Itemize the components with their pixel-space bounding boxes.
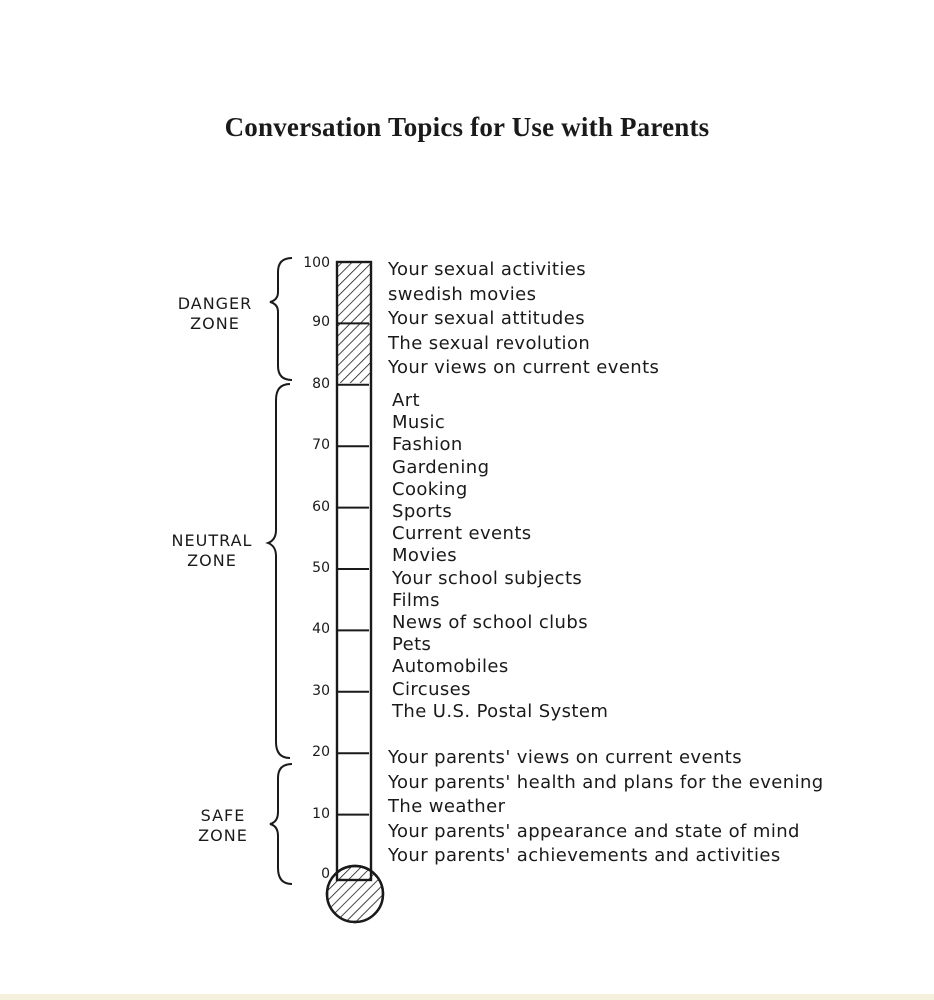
tick-label-40: 40 bbox=[312, 621, 330, 638]
neutral-topic-item: Current events bbox=[392, 523, 532, 545]
neutral-topic-item: Gardening bbox=[392, 456, 490, 478]
safe-zone-label-line1: SAFE bbox=[200, 806, 246, 825]
tick-label-10: 10 bbox=[312, 805, 330, 822]
danger-zone-brace bbox=[270, 258, 292, 380]
tick-label-30: 30 bbox=[312, 682, 330, 699]
neutral-topic-item: Automobiles bbox=[392, 656, 509, 678]
neutral-topic-item: Art bbox=[392, 390, 420, 411]
tick-label-50: 50 bbox=[312, 560, 330, 576]
safe-zone-brace bbox=[270, 764, 292, 884]
neutral-topic-item: Films bbox=[392, 589, 440, 611]
danger-topic-item: Your views on current events bbox=[388, 357, 660, 378]
neutral-topic-item: Fashion bbox=[392, 434, 463, 456]
tick-label-90: 90 bbox=[312, 314, 330, 331]
safe-zone-label bbox=[178, 806, 268, 846]
danger-zone-label-line2: ZONE bbox=[190, 314, 240, 333]
safe-topic-item: Your parents' views on current events bbox=[388, 747, 742, 768]
neutral-zone-label-line1: NEUTRAL bbox=[171, 531, 253, 550]
neutral-topic-item: Sports bbox=[392, 501, 453, 522]
danger-topic-item: swedish movies bbox=[388, 283, 537, 305]
thermometer-ticks bbox=[337, 323, 369, 814]
danger-topic-item: Your sexual activities bbox=[388, 259, 587, 280]
neutral-topic-item: Circuses bbox=[392, 678, 471, 700]
safe-zone-label-line2: ZONE bbox=[198, 826, 248, 845]
tick-label-70: 70 bbox=[312, 437, 330, 454]
safe-topic-item: Your parents' achievements and activities bbox=[388, 845, 781, 866]
neutral-topic-item: News of school clubs bbox=[392, 612, 588, 633]
neutral-zone-label-line2: ZONE bbox=[187, 551, 237, 570]
neutral-topic-item: Cooking bbox=[392, 478, 468, 500]
safe-topic-item: Your parents' health and plans for the evening bbox=[388, 771, 824, 793]
neutral-topic-item: The U.S. Postal System bbox=[392, 700, 609, 722]
danger-zone-label bbox=[160, 294, 270, 334]
safe-topic-item: The weather bbox=[388, 796, 506, 817]
tick-label-100: 100 bbox=[303, 255, 330, 271]
neutral-topic-item: Your school subjects bbox=[392, 567, 583, 589]
neutral-zone-label bbox=[152, 531, 272, 571]
neutral-topic-item: Music bbox=[392, 412, 446, 434]
danger-topic-item: The sexual revolution bbox=[388, 332, 591, 354]
neutral-zone-brace bbox=[268, 384, 290, 758]
danger-topic-item: Your sexual attitudes bbox=[388, 308, 585, 329]
safe-topic-item: Your parents' appearance and state of mind bbox=[388, 820, 800, 842]
tick-label-20: 20 bbox=[312, 744, 330, 761]
page-title: Conversation Topics for Use with Parents bbox=[224, 112, 710, 142]
tick-label-60: 60 bbox=[312, 498, 330, 515]
neutral-topic-item: Movies bbox=[392, 545, 458, 567]
tick-label-80: 80 bbox=[312, 375, 330, 392]
danger-zone-label-line1: DANGER bbox=[177, 294, 253, 313]
bottom-band bbox=[0, 994, 934, 1000]
neutral-topic-item: Pets bbox=[392, 634, 432, 656]
tick-label-0: 0 bbox=[321, 866, 330, 882]
